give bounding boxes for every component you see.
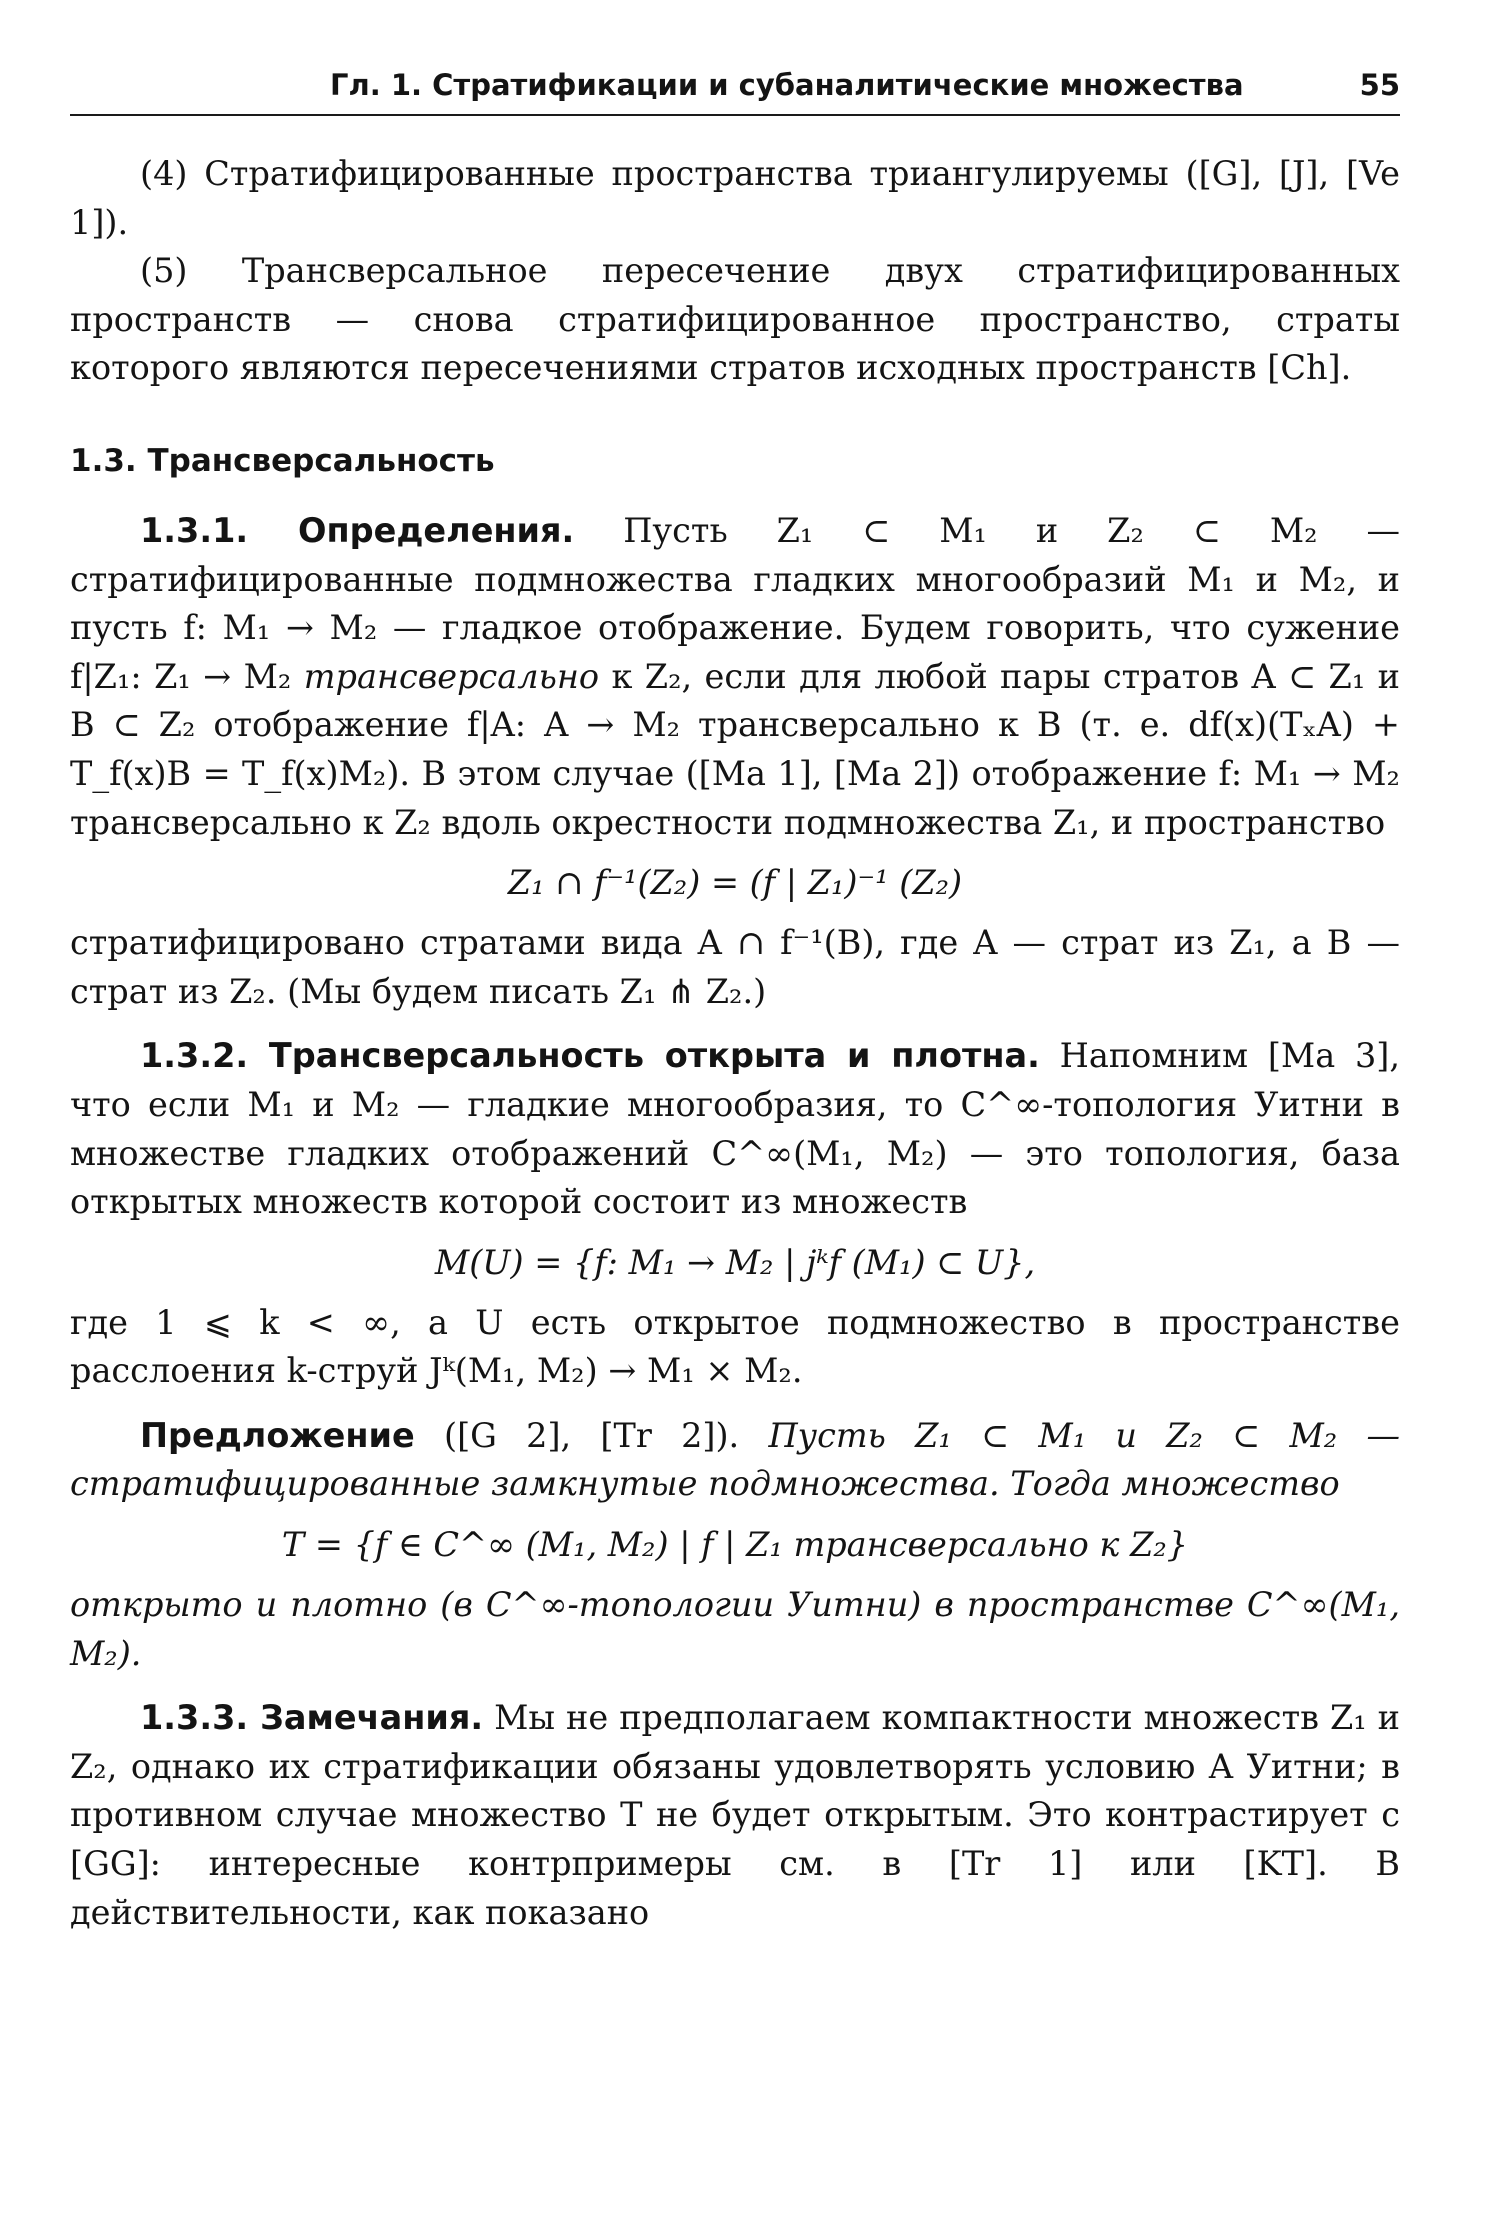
formula-whitney-base: M(U) = {f: M₁ → M₂ | jᵏf (M₁) ⊂ U}, <box>434 1242 1036 1282</box>
formula-intersection: Z₁ ∩ f⁻¹(Z₂) = (f | Z₁)⁻¹ (Z₂) <box>507 863 963 903</box>
definitions-text-2: к Z₂, если для любой пары стратов A ⊂ Z₁ и B ⊂ Z₂ отображение f|A: A → M₂ трансверсально к B (т. е. df(x)(TₓA) + T_f(x)B = T_f(x)M₂). В этом случае ([Ma 1], [Ma 2]) отображение f: M₁ → M₂ трансверсально к Z₂ вдоль окрестности подмножества Z₁, и пространство <box>70 656 1400 842</box>
page-number: 55 <box>1359 68 1400 102</box>
definitions-text-1: Пусть Z₁ ⊂ M₁ и Z₂ ⊂ M₂ — стратифицированные подмножества гладких многообразий M₁ и M₂, и пусть f: M₁ → M₂ — гладкое отображение. Будем говорить, что сужение f|Z₁: Z₁ → M₂ <box>70 510 1400 696</box>
proposition-text-1: Пусть Z₁ ⊂ M₁ и Z₂ ⊂ M₂ — стратифицированные замкнутые подмножества. Тогда множество <box>70 1415 1400 1504</box>
transversality-text-2: где 1 ⩽ k < ∞, а U есть открытое подмножество в пространстве расслоения k-струй Jᵏ(M₁, M₂) → M₁ × M₂. <box>70 1302 1400 1391</box>
remarks-label: 1.3.3. Замечания. <box>140 1698 484 1738</box>
section-heading: 1.3. Трансверсальность <box>70 442 495 479</box>
proposition-text-2: открыто и плотно (в C^∞-топологии Уитни) в пространстве C^∞(M₁, M₂). <box>70 1585 1400 1673</box>
chapter-title: Гл. 1. Стратификации и субаналитические множества <box>330 68 1244 102</box>
transversality-text-1: Напомним [Ma 3], что если M₁ и M₂ — гладкие многообразия, то C^∞-топология Уитни в множестве гладких отображений C^∞(M₁, M₂) — это топология, база открытых множеств которой состоит из множеств <box>70 1036 1400 1222</box>
paragraph-transversality <box>70 1032 1400 1226</box>
running-head <box>70 60 1400 116</box>
proposition-refs: ([G 2], [Tr 2]). <box>444 1415 740 1455</box>
proposition-label: Предложение <box>140 1415 415 1455</box>
page-content <box>70 150 1400 1937</box>
formula-set-t: T = {f ∈ C^∞ (M₁, M₂) | f | Z₁ трансверсально к Z₂} <box>281 1525 1189 1565</box>
paragraph-proposition <box>70 1412 1400 1509</box>
paragraph-definitions <box>70 507 1400 847</box>
book-page <box>70 60 1400 1937</box>
paragraph-item-5: (5) Трансверсальное пересечение двух стратифицированных пространств — снова стратифицированное пространство, страты которого являются пересечениями стратов исходных пространств [Ch]. <box>70 251 1400 388</box>
paragraph-item-4: (4) Стратифицированные пространства триангулируемы ([G], [J], [Ve 1]). <box>70 154 1400 242</box>
transversality-label: 1.3.2. Трансверсальность открыта и плотна. <box>140 1036 1040 1076</box>
paragraph-remarks <box>70 1694 1400 1937</box>
definitions-emphasis: трансверсально <box>303 656 600 696</box>
definitions-text-3: стратифицировано стратами вида A ∩ f⁻¹(B), где A — страт из Z₁, а B — страт из Z₂. (Мы будем писать Z₁ ⋔ Z₂.) <box>70 923 1400 1011</box>
definitions-label: 1.3.1. Определения. <box>140 510 575 550</box>
remarks-text-1: Мы не предполагаем компактности множеств Z₁ и Z₂, однако их стратификации обязаны удовлетворять условию A Уитни; в противном случае множество T не будет открытым. Это контрастирует с [GG]: интересные контрпримеры см. в [Tr 1] или [KT]. В действительности, как показано <box>70 1698 1400 1932</box>
